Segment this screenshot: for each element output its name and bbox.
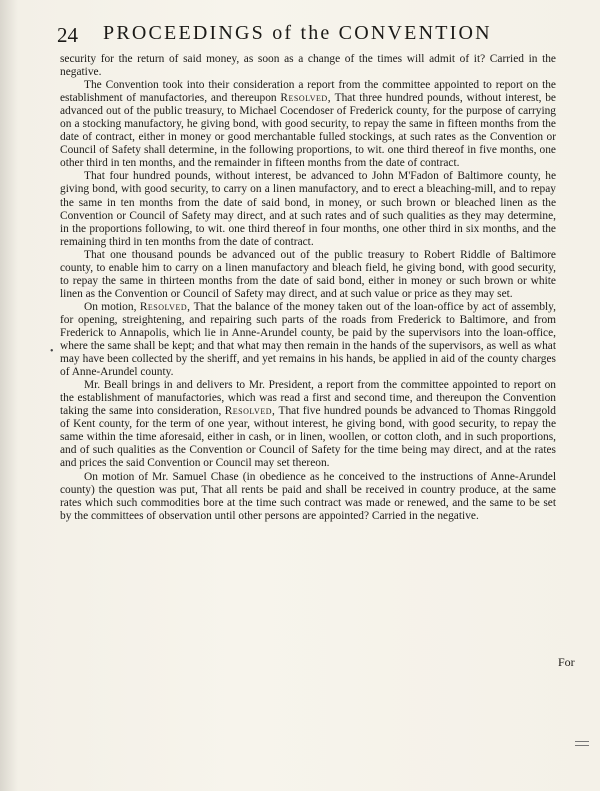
- running-title: PROCEEDINGS of the CONVENTION: [103, 22, 492, 44]
- resolved-keyword: Resolved,: [280, 92, 332, 105]
- paragraph-text: On motion,: [84, 300, 140, 313]
- paragraph: security for the return of said money, as soon as a change of the times will admit of it? Carried in the negative.: [60, 53, 556, 79]
- paragraph-text: That five hundred pounds be advanced to Thomas Ringgold of Kent county, for the term of one year, without interest, he giving bond, with good security, to repay the same within the time aforesaid, either in cash, or in linen, woollen, or cotton cloth, and in such proportions, and of such qualities as the Convention or Council of Safety for the time being may direct, and at the rates and prices the said Convention or Council may set thereon.: [60, 405, 556, 470]
- paragraph: [60, 379, 556, 470]
- margin-mark: •: [50, 346, 54, 357]
- paragraph-text: That three hundred pounds, without interest, be advanced out of the public treasury, to Michael Cocendoser of Frederick county, for the purpose of carrying on a stocking manufactory, he giving bond, with good security, to repay the same in fifteen months from the date of contract, either in money or good merchantable fulled stockings, at such rates as the Convention or Council of Safety shall determine, in the following proportions, to wit. one third thereof in five months, one other third in ten months, and the remainder in fifteen months from the date of contract.: [60, 92, 556, 170]
- resolved-keyword: Resolved,: [224, 405, 276, 418]
- edge-mark: [575, 741, 589, 746]
- body-text: [60, 53, 556, 523]
- paragraph: That four hundred pounds, without interest, be advanced to John M'Fadon of Baltimore county, he giving bond, with good security, to carry on a linen manufactory, and to erect a bleaching-mill, and to repay the same in ten months from the date of said bond, in money, or such brown or bleached linen as the Convention or Council of Safety may direct, and at such rates and of such qualities as they may determine, in the proportions following, to wit. one third thereof in four months, one other third in six months, and the remaining third in ten months from the date of contract.: [60, 170, 556, 248]
- paragraph-text: The Convention took into their consideration a report from the committee appointed to report on the establishment of manufactories, and thereupon: [60, 79, 556, 105]
- catchword: For: [558, 655, 575, 669]
- page-number: 24: [57, 23, 78, 47]
- paragraph: [60, 301, 556, 379]
- paragraph: That one thousand pounds be advanced out of the public treasury to Robert Riddle of Baltimore county, to enable him to carry on a linen manufactory and bleach field, he giving bond, with good security, to repay the same in thirteen months from the date of said bond, either in money or such brown or white linen as the Convention or Council of Safety may direct, and at such value or price as they may set.: [60, 248, 556, 300]
- resolved-keyword: Resolved,: [139, 300, 191, 313]
- paragraph-text: Mr. Beall brings in and delivers to Mr. President, a report from the committee appointed to report on the establishment of manufactories, which was read a first and second time, and thereupon the Convention taking the same into consideration,: [60, 379, 556, 418]
- paragraph-text: That the balance of the money taken out of the loan-office by act of assembly, for opening, streightening, and repairing such parts of the roads from Frederick to Baltimore, and from Frederick to Annapolis, which lie in Anne-Arundel county, be paid by the supervisors into the loan-office, where the same shall be kept; and that what may then remain in the hands of the supervisors, as well as what may have been collected by the sheriff, and yet remains in his hands, be applied in aid of the county charges of Anne-Arundel county.: [60, 300, 556, 379]
- running-head: [57, 20, 527, 50]
- paragraph: On motion of Mr. Samuel Chase (in obedience as he conceived to the instructions of Anne-Arundel county) the question was put, That all rents be paid and shall be received in country produce, at the same rates which such commodities bore at the time such contract was made or renewed, and the same to be set by the committees of observation until other persons are appointed? Carried in the negative.: [60, 470, 556, 522]
- paragraph: [60, 79, 556, 170]
